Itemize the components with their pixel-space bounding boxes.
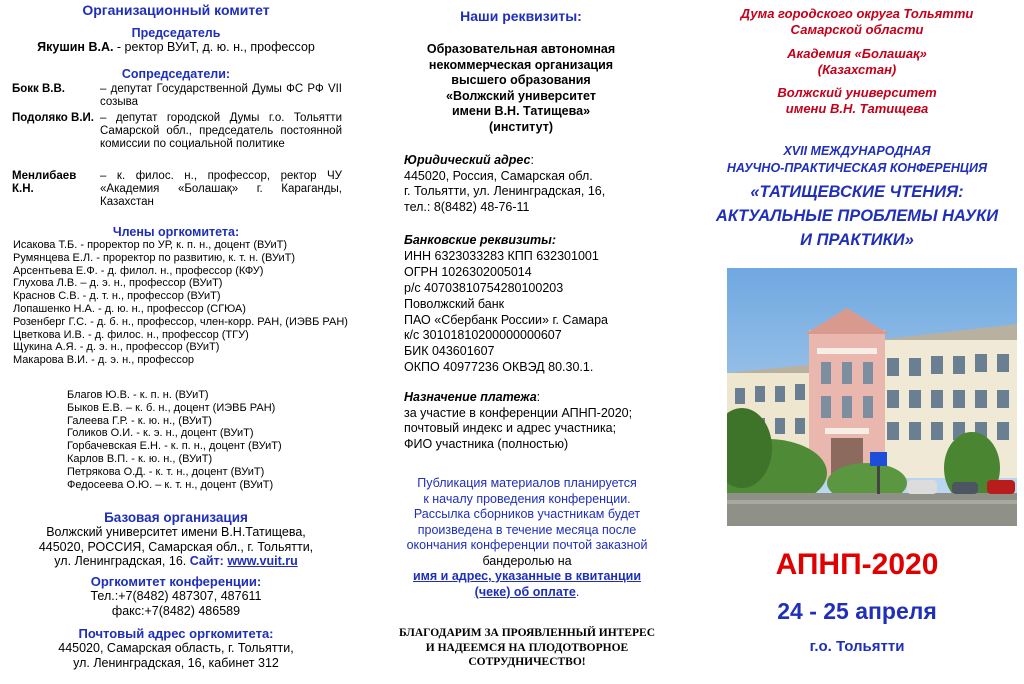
publication-line: к началу проведения конференции. <box>423 491 631 506</box>
cochair-name: Бокк В.В. <box>12 83 65 95</box>
member-item: Макарова В.И. - д. э. н., профессор <box>13 354 195 367</box>
chair-desc: - ректор ВУиТ, д. ю. н., профессор <box>113 40 315 54</box>
member-item: Голиков О.И. - к. э. н., доцент (ВУиТ) <box>67 427 254 440</box>
postal-title: Почтовый адрес оргкомитета: <box>78 626 274 641</box>
conference-title-line: АКТУАЛЬНЫЕ ПРОБЛЕМЫ НАУКИ <box>715 207 999 225</box>
thanks-line: И НАДЕЕМСЯ НА ПЛОДОТВОРНОЕ <box>425 641 629 654</box>
member-item: Розенберг Г.С. - д. б. н., профессор, член-корр. РАН, (ИЭВБ РАН) <box>13 315 348 328</box>
publication-line: произведена в течение месяца после <box>417 522 637 537</box>
legal-address: Юридический адрес: 445020, Россия, Самарская обл. г. Тольятти, ул. Ленинградская, 16, тел.: 8(8482) 48-76-11 <box>404 153 688 215</box>
conference-city: г.о. Тольятти <box>809 638 905 655</box>
cochair-row <box>12 170 342 209</box>
bank-line: ОГРН 1026302005014 <box>404 264 532 279</box>
members-list-indented <box>67 389 351 491</box>
orgcom-conf-title: Оргкомитет конференции: <box>90 574 262 589</box>
payment-line: за участие в конференции АПНП-2020; <box>404 405 633 420</box>
payment-title: Назначение платежа <box>404 390 537 404</box>
org-name-line: (институт) <box>489 119 553 134</box>
postal-line: 445020, Самарская область, г. Тольятти, <box>58 641 294 655</box>
requisites-panel <box>352 0 690 684</box>
organizer-line: Волжский университет <box>777 85 937 100</box>
requisites-title: Наши реквизиты: <box>460 8 582 24</box>
members-title: Члены оргкомитета: <box>112 225 240 239</box>
cochair-name: Подоляко В.И. <box>12 112 94 124</box>
cochairs-title: Сопредседатели: <box>121 67 231 81</box>
bank-line: Поволжский банк <box>404 296 505 311</box>
member-item: Горбачевская Е.Н. - к. п. н., доцент (ВУиТ) <box>67 440 282 453</box>
organizer-line: Самарской области <box>790 21 924 37</box>
publication-line: бандеролью на <box>482 553 572 568</box>
organizer-line: Академия «Болашақ» <box>787 46 927 61</box>
member-item: Благов Ю.В. - к. п. н. (ВУиТ) <box>67 389 209 401</box>
postal-address <box>0 641 352 670</box>
thanks-line: СОТРУДНИЧЕСТВО! <box>468 656 586 668</box>
member-item: Галеева Г.Р. - к. ю. н., (ВУиТ) <box>67 414 212 427</box>
legal-line: 445020, Россия, Самарская обл. <box>404 168 593 183</box>
site-link[interactable]: www.vuit.ru <box>227 554 298 568</box>
base-org-street: ул. Ленинградская, 16. <box>54 554 187 568</box>
publication-line: Публикация материалов планируется <box>417 476 637 490</box>
member-item: Карлов В.П. - к. ю. н., (ВУиТ) <box>67 452 213 465</box>
organizer-line: (Казахстан) <box>817 61 897 77</box>
member-item: Арсентьева Е.Ф. - д. филол. н., профессор (КФУ) <box>13 264 264 277</box>
base-org-address <box>0 525 352 569</box>
payment-line: почтовый индекс и адрес участника; <box>404 421 617 435</box>
base-org-line: 445020, РОССИЯ, Самарская обл., г. Тольятти, <box>38 539 314 554</box>
member-item: Краснов С.В. - д. т. н., профессор (ВУиТ) <box>13 290 221 303</box>
cochair-row <box>12 112 342 151</box>
thanks-line: БЛАГОДАРИМ ЗА ПРОЯВЛЕННЫЙ ИНТЕРЕС <box>398 627 656 639</box>
bank-requisites <box>404 233 688 376</box>
member-item: Цветкова И.В. - д. филос. н., профессор (ТГУ) <box>13 328 249 341</box>
conference-title <box>690 180 1024 252</box>
member-item: Быков Е.В. – к. б. н., доцент (ИЭВБ РАН) <box>67 401 276 414</box>
member-item: Исакова Т.Б. - проректор по УР, к. п. н., доцент (ВУиТ) <box>13 239 288 251</box>
cochair-desc: – депутат городской Думы г.о. Тольятти Самарской обл., председатель постоянной комиссии по социальной политике <box>100 112 342 150</box>
publication-link-line: (чеке) об оплате <box>474 584 576 599</box>
bank-line: ОКПО 40977236 ОКВЭД 80.30.1. <box>404 360 594 375</box>
site-label: Сайт: <box>189 554 224 568</box>
conference-type-line: НАУЧНО-ПРАКТИЧЕСКАЯ КОНФЕРЕНЦИЯ <box>726 161 988 175</box>
payment-purpose: Назначение платежа: за участие в конференции АПНП-2020; почтовый индекс и адрес участника; ФИО участника (полностью) <box>404 390 688 452</box>
chair-title: Председатель <box>131 26 221 40</box>
member-item: Щукина А.Я. - д. э. н., профессор (ВУиТ) <box>13 341 220 354</box>
cochair-row <box>12 83 342 109</box>
cochair-desc: – к. филос. н., профессор, ректор ЧУ «Академия «Болашақ» г. Караганды, Казахстан <box>100 170 342 208</box>
organizer-vuit <box>690 85 1024 116</box>
org-committee-title: Организационный комитет <box>82 2 270 18</box>
org-name-line: некоммерческая организация <box>428 57 614 72</box>
member-item: Федосеева О.Ю. – к. т. н., доцент (ВУиТ) <box>67 478 274 491</box>
legal-line: г. Тольятти, ул. Ленинградская, 16, <box>404 184 606 198</box>
org-name-line: имени В.Н. Татищева» <box>451 104 591 118</box>
conference-dates: 24 - 25 апреля <box>777 598 937 624</box>
base-org-line-last <box>0 554 352 569</box>
phone: Тел.:+7(8482) 487307, 487611 <box>90 589 262 603</box>
conference-title-line: «ТАТИЩЕВСКИЕ ЧТЕНИЯ: <box>750 183 964 201</box>
organizer-line: имени В.Н. Татищева <box>785 100 929 116</box>
org-name <box>352 42 690 135</box>
base-org-line: Волжский университет имени В.Н.Татищева, <box>46 525 306 539</box>
publication-link-line: имя и адрес, указанные в квитанции <box>412 569 642 583</box>
legal-line: тел.: 8(8482) 48-76-11 <box>404 199 530 214</box>
cochair-desc: – депутат Государственной Думы ФС РФ VII созыва <box>100 83 342 108</box>
bank-line: р/с 40703810754280100203 <box>404 280 564 295</box>
conference-acronym: АПНП-2020 <box>775 548 939 581</box>
orgcom-contacts <box>0 589 352 618</box>
org-name-line: высшего образования <box>451 73 591 87</box>
org-committee-panel <box>0 0 352 684</box>
base-org-title: Базовая организация <box>104 510 248 525</box>
publication-line: Рассылка сборников участникам будет <box>413 507 641 521</box>
thanks-note <box>362 626 692 670</box>
conference-type-line: XVII МЕЖДУНАРОДНАЯ <box>783 144 931 158</box>
publication-line: окончания конференции почтой заказной <box>406 538 648 552</box>
fax: факс:+7(8482) 486589 <box>111 603 241 618</box>
bank-line: к/с 30101810200000000607 <box>404 328 562 343</box>
postal-line: ул. Ленинградская, 16, кабинет 312 <box>73 655 279 670</box>
conference-type <box>690 143 1024 177</box>
members-list <box>13 239 351 367</box>
member-item: Румянцева Е.Л. - проректор по развитию, к. т. н. (ВУиТ) <box>13 251 296 264</box>
conference-title-line: И ПРАКТИКИ» <box>800 231 914 249</box>
organizer-duma <box>690 6 1024 37</box>
chair-line <box>0 40 352 55</box>
bank-line: ИНН 6323033283 КПП 632301001 <box>404 248 599 263</box>
organizer-bolashak <box>690 46 1024 77</box>
member-item: Петрякова О.Д. - к. т. н., доцент (ВУиТ) <box>67 465 265 478</box>
member-item: Глухова Л.В. – д. э. н., профессор (ВУиТ) <box>13 277 223 290</box>
org-name-line: Образовательная автономная <box>426 42 616 56</box>
conference-cover-panel <box>690 0 1024 684</box>
bank-title: Банковские реквизиты: <box>404 233 556 247</box>
university-building-photo <box>727 268 1017 526</box>
publication-note: Публикация материалов планируется к началу проведения конференции. Рассылка сборников участникам будет произведена в течение месяца после окончания конференции почтой заказной бандеролью на имя и адрес, указанные в квитанции (чеке) об оплате. <box>362 476 692 600</box>
organizer-line: Дума городского округа Тольятти <box>740 6 974 21</box>
member-item: Лопашенко Н.А. - д. ю. н., профессор (СГЮА) <box>13 302 246 315</box>
org-name-line: «Волжский университет <box>446 88 596 103</box>
cochair-name: Менлибаев К.Н. <box>12 170 77 195</box>
bank-line: БИК 043601607 <box>404 344 495 359</box>
bank-line: ПАО «Сбербанк России» г. Самара <box>404 312 608 327</box>
payment-line: ФИО участника (полностью) <box>404 436 569 451</box>
legal-title: Юридический адрес <box>404 153 531 167</box>
chair-name: Якушин В.А. <box>37 40 114 54</box>
